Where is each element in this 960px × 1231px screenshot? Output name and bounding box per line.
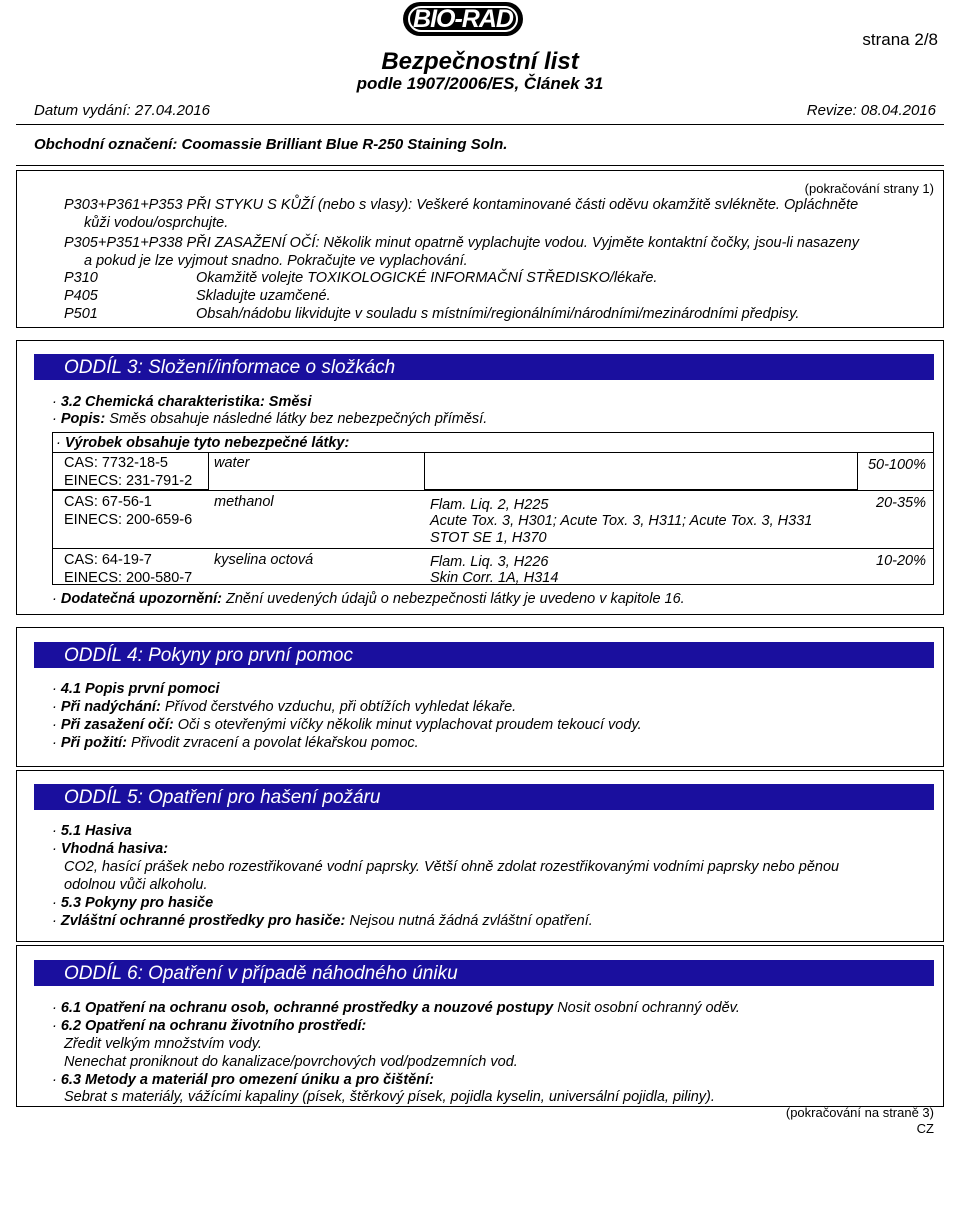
substances-heading: · Výrobek obsahuje tyto nebezpečné látky: bbox=[56, 435, 350, 451]
revision-date: Revize: 08.04.2016 bbox=[806, 102, 936, 119]
s5-line: · 5.1 Hasiva bbox=[52, 823, 132, 839]
s6-line: · 6.2 Opatření na ochranu životního prostředí: bbox=[52, 1018, 367, 1034]
continued-to: (pokračování na straně 3) bbox=[785, 1105, 934, 1120]
page-number: strana 2/8 bbox=[862, 30, 938, 49]
section-3-header: ODDÍL 3: Složení/informace o složkách bbox=[34, 354, 934, 380]
divider bbox=[52, 548, 934, 549]
language-code: CZ bbox=[916, 1121, 934, 1136]
substance-name: water bbox=[214, 455, 250, 471]
p-code: P310 bbox=[64, 270, 98, 286]
document-subtitle: podle 1907/2006/ES, Článek 31 bbox=[356, 74, 604, 93]
hazard-class: Acute Tox. 3, H301; Acute Tox. 3, H311; Acute Tox. 3, H331 bbox=[430, 513, 813, 529]
hazard-class: Flam. Liq. 3, H226 bbox=[430, 554, 549, 570]
product-name: Obchodní označení: Coomassie Brilliant Blue R-250 Staining Soln. bbox=[34, 136, 508, 153]
substance-name: kyselina octová bbox=[214, 552, 314, 568]
section-5-header: ODDÍL 5: Opatření pro hašení požáru bbox=[34, 784, 934, 810]
s4-line: · 4.1 Popis první pomoci bbox=[52, 681, 220, 697]
s6-line: · 6.3 Metody a materiál pro omezení úniku a pro čištění: bbox=[52, 1072, 434, 1088]
divider bbox=[16, 165, 944, 166]
p-statement-line: a pokud je lze vyjmout snadno. Pokračujte ve vyplachování. bbox=[84, 253, 468, 269]
divider bbox=[52, 490, 934, 491]
bio-rad-logo: BIO-RAD bbox=[403, 2, 523, 36]
ec-number: EINECS: 200-580-7 bbox=[64, 570, 193, 586]
p-code: P501 bbox=[64, 306, 98, 322]
p-statement-line: P305+P351+P338 PŘI ZASAŽENÍ OČÍ: Několik minut opatrně vyplachujte vodou. Vyjměte kontaktní čočky, jsou-li nasazeny bbox=[64, 235, 859, 251]
s6-line: Nenechat proniknout do kanalizace/povrchových vod/podzemních vod. bbox=[64, 1054, 518, 1070]
concentration: 20-35% bbox=[876, 495, 926, 511]
substance-name: methanol bbox=[214, 494, 274, 510]
section-6-header: ODDÍL 6: Opatření v případě náhodného úniku bbox=[34, 960, 934, 986]
cas-number: CAS: 64-19-7 bbox=[64, 552, 152, 568]
issue-date: Datum vydání: 27.04.2016 bbox=[34, 102, 210, 119]
s5-line: · Vhodná hasiva: bbox=[52, 841, 169, 857]
s6-line: Zředit velkým množstvím vody. bbox=[64, 1036, 262, 1052]
s3-line: · Popis: Směs obsahuje následné látky bez nebezpečných příměsí. bbox=[52, 411, 488, 427]
ec-number: EINECS: 231-791-2 bbox=[64, 473, 193, 489]
p-statement-line: P303+P361+P353 PŘI STYKU S KŮŽÍ (nebo s vlasy): Veškeré kontaminované části oděvu okamžitě svlékněte. Opláchněte bbox=[64, 197, 859, 213]
s4-line: · Při zasažení očí: Oči s otevřenými víčky několik minut vyplachovat proudem tekoucí vody. bbox=[52, 717, 642, 733]
cas-number: CAS: 7732-18-5 bbox=[64, 455, 168, 471]
document-title: Bezpečnostní list bbox=[381, 48, 579, 75]
s5-line: · Zvláštní ochranné prostředky pro hasiče: Nejsou nutná žádná zvláštní opatření. bbox=[52, 913, 593, 929]
section-4-header: ODDÍL 4: Pokyny pro první pomoc bbox=[34, 642, 934, 668]
p-code-text: Obsah/nádobu likvidujte v souladu s místními/regionálními/národními/mezinárodními předpisy. bbox=[196, 306, 800, 322]
hazard-class: Flam. Liq. 2, H225 bbox=[430, 497, 549, 513]
s6-line: Sebrat s materiály, vážícími kapaliny (písek, štěrkový písek, pojidla kyselin, universální pojidla, piliny). bbox=[64, 1089, 715, 1105]
p-statement-line: kůži vodou/osprchujte. bbox=[84, 215, 229, 231]
divider bbox=[16, 124, 944, 125]
s5-line: · 5.3 Pokyny pro hasiče bbox=[52, 895, 214, 911]
s3-line: · 3.2 Chemická charakteristika: Směsi bbox=[52, 394, 312, 410]
s5-line: odolnou vůči alkoholu. bbox=[64, 877, 208, 893]
s3-note: · Dodatečná upozornění: Znění uvedených údajů o nebezpečnosti látky je uvedeno v kapitole 16. bbox=[52, 591, 685, 607]
hazard-class: Skin Corr. 1A, H314 bbox=[430, 570, 559, 586]
ec-number: EINECS: 200-659-6 bbox=[64, 512, 193, 528]
s6-line: · 6.1 Opatření na ochranu osob, ochranné prostředky a nouzové postupy Nosit osobní ochranný oděv. bbox=[52, 1000, 740, 1016]
concentration: 10-20% bbox=[876, 553, 926, 569]
s4-line: · Při požití: Přivodit zvracení a povolat lékařskou pomoc. bbox=[52, 735, 419, 751]
continued-from: (pokračování strany 1) bbox=[804, 181, 934, 196]
s4-line: · Při nadýchání: Přívod čerstvého vzduchu, při obtížích vyhledat lékaře. bbox=[52, 699, 517, 715]
p-code-text: Okamžitě volejte TOXIKOLOGICKÉ INFORMAČNÍ STŘEDISKO/lékaře. bbox=[196, 270, 658, 286]
concentration: 50-100% bbox=[867, 457, 926, 473]
p-code-text: Skladujte uzamčené. bbox=[196, 288, 331, 304]
p-code: P405 bbox=[64, 288, 98, 304]
table-cell bbox=[424, 452, 858, 490]
cas-number: CAS: 67-56-1 bbox=[64, 494, 152, 510]
hazard-class: STOT SE 1, H370 bbox=[430, 530, 547, 546]
s5-line: CO2, hasící prášek nebo rozestřikované vodní paprsky. Větší ohně zdolat rozestřikovanými vodními paprsky nebo pěnou bbox=[64, 859, 840, 875]
